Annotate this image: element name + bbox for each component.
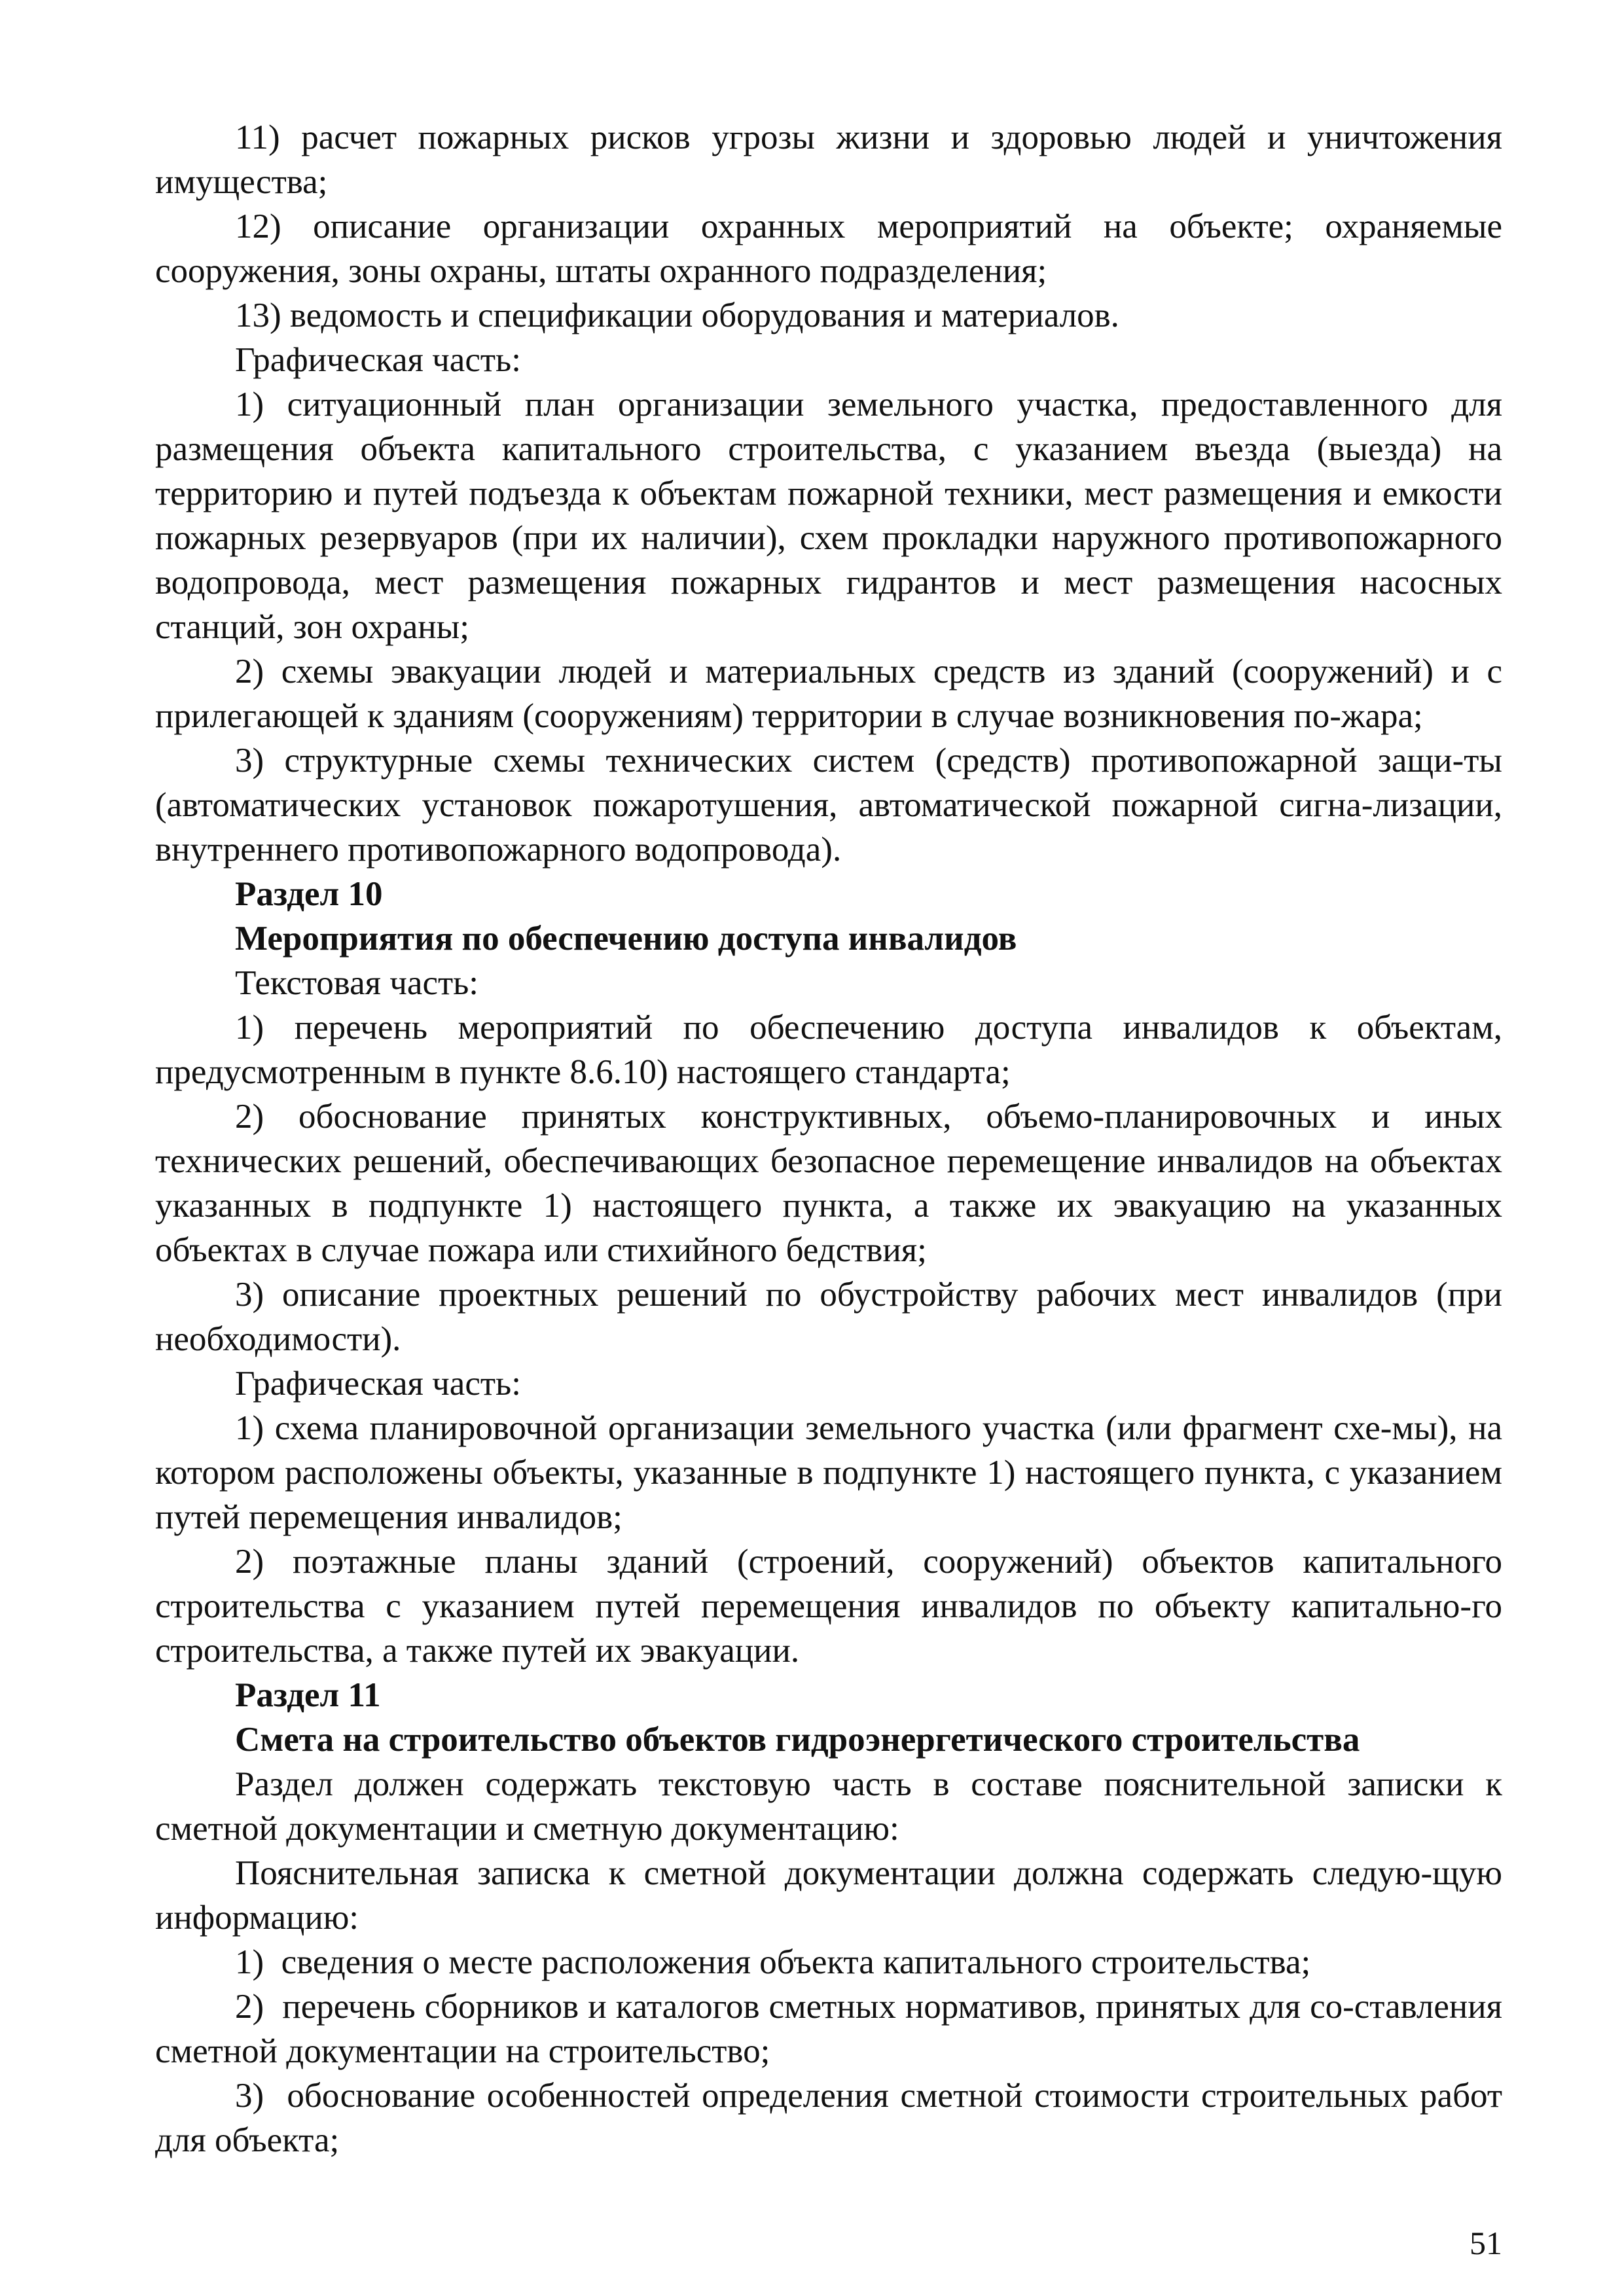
paragraph: 13) ведомость и спецификации оборудования и материалов. — [235, 296, 1119, 334]
paragraph: Раздел должен содержать текстовую часть в составе пояснительной записки к сметной документации и сметную документацию: — [155, 1765, 1502, 1848]
section-title: Мероприятия по обеспечению доступа инвалидов — [235, 920, 1017, 958]
subheading: Текстовая часть: — [235, 964, 479, 1002]
document-body — [155, 115, 1502, 2162]
paragraph: 3) структурные схемы технических систем (средств) противопожарной защи-ты (автоматических установок пожаротушения, автоматической пожарной сигна-лизации, внутреннего противопожарного водопровода). — [155, 742, 1502, 869]
subheading: Графическая часть: — [235, 341, 521, 379]
section-number: Раздел 11 — [235, 1676, 381, 1714]
paragraph: 1) перечень мероприятий по обеспечению доступа инвалидов к объектам, предусмотренным в пункте 8.6.10) настоящего стандарта; — [155, 1009, 1502, 1091]
page-number: 51 — [1470, 2225, 1502, 2261]
list-item: 1) сведения о месте расположения объекта капитального строительства; — [235, 1943, 1311, 1981]
paragraph: 1) схема планировочной организации земельного участка (или фрагмент схе-мы), на котором расположены объекты, указанные в подпункте 1) настоящего пункта, с указанием путей перемещения инвалидов; — [155, 1409, 1502, 1536]
paragraph: 2) схемы эвакуации людей и материальных средств из зданий (сооружений) и с прилегающей к зданиям (сооружениям) территории в случае возникновения по-жара; — [155, 653, 1502, 735]
paragraph: 1) ситуационный план организации земельного участка, предоставленного для размещения объекта капитального строительства, с указанием въезда (выезда) на территорию и путей подъезда к объектам пожарной техники, мест размещения и емкости пожарных резервуаров (при их наличии), схем прокладки наружного противопожарного водопровода, мест размещения пожарных гидрантов и мест размещения насосных станций, зон охраны; — [155, 386, 1502, 646]
paragraph: 12) описание организации охранных мероприятий на объекте; охраняемые сооружения, зоны охраны, штаты охранного подразделения; — [155, 207, 1502, 290]
paragraph: 3) описание проектных решений по обустройству рабочих мест инвалидов (при необходимости). — [155, 1276, 1502, 1358]
paragraph: Пояснительная записка к сметной документации должна содержать следую-щую информацию: — [155, 1854, 1502, 1937]
list-item: 3) обоснование особенностей определения сметной стоимости строительных работ для объекта; — [155, 2077, 1502, 2159]
section-title: Смета на строительство объектов гидроэнергетического строительства — [235, 1721, 1360, 1759]
subheading: Графическая часть: — [235, 1365, 521, 1403]
list-item: 2) перечень сборников и каталогов сметных нормативов, принятых для со-ставления сметной документации на строительство; — [155, 1988, 1502, 2070]
section-number: Раздел 10 — [235, 875, 383, 913]
paragraph: 2) обоснование принятых конструктивных, объемо-планировочных и иных технических решений, обеспечивающих безопасное перемещение инвалидов на объектах указанных в подпункте 1) настоящего пункта, а также их эвакуацию на указанных объектах в случае пожара или стихийного бедствия; — [155, 1098, 1502, 1269]
paragraph: 11) расчет пожарных рисков угрозы жизни и здоровью людей и уничтожения имущества; — [155, 118, 1502, 201]
paragraph: 2) поэтажные планы зданий (строений, сооружений) объектов капитального строительства с указанием путей перемещения инвалидов по объекту капитально-го строительства, а также путей их эвакуации. — [155, 1543, 1502, 1670]
